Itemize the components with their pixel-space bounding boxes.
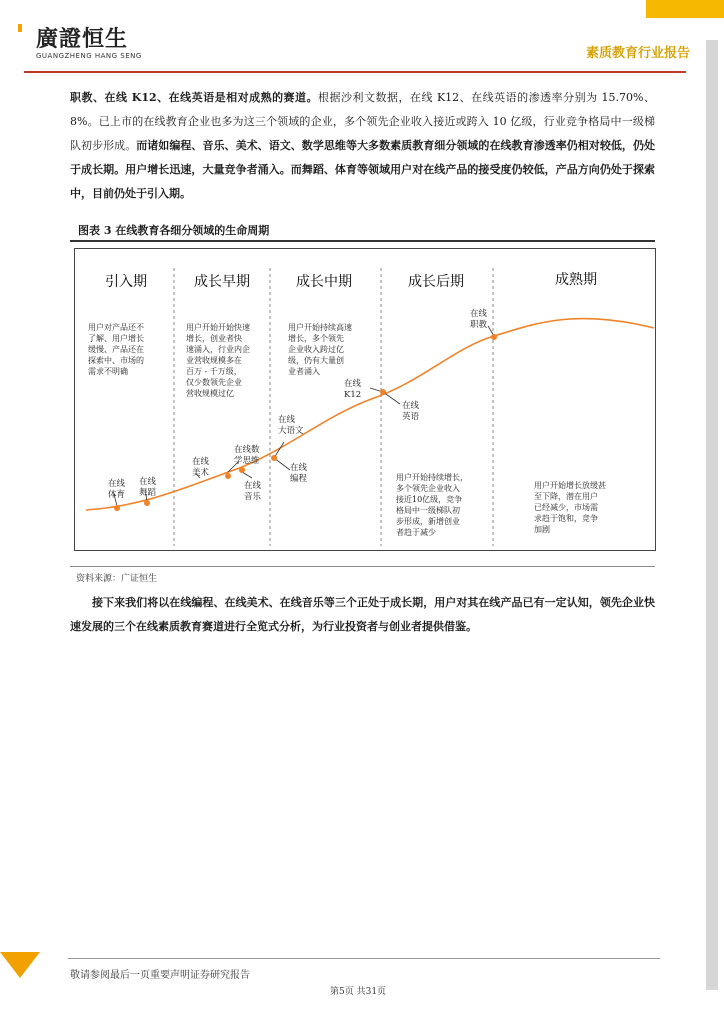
label-chinese: 在线大语文 (278, 415, 304, 436)
footer-divider (68, 958, 660, 959)
report-title: 素质教育行业报告 (585, 46, 690, 61)
desc-mid: 用户开始持续高速增长，多个领先企业收入跨过亿级，仍有大量创业者涌入 (288, 323, 352, 376)
page-number: 第5页 共31页 (330, 987, 387, 997)
header-divider (24, 71, 686, 73)
point-music (239, 467, 245, 473)
stage-mature-label: 成熟期 (555, 272, 597, 288)
point-art (225, 473, 231, 479)
label-k12: 在线 K12 (344, 379, 362, 400)
para1-bold-tail: 而诸如编程、音乐、美术、语文、数学思维等大多数素质教育细分领域的在线教育渗透率仍相对较低，仍处于成长期。用户增长迅速，大量竞争者涌入。而舞蹈、体育等领域用户对在线产品的接受度仍较低，产品方向仍处于探索中，目前仍处于引入期。 (70, 139, 656, 200)
figure-top-rule (70, 240, 655, 242)
desc-early: 用户开始开始快速增长，创业者快速涌入，行业内企业营收规模多在百万 - 千万级，仅少数领先企业营收规模过亿 (186, 323, 250, 398)
stage-mid-label: 成长中期 (296, 274, 352, 290)
label-art: 在线美术 (192, 457, 210, 478)
point-pe (114, 505, 120, 511)
figure-bottom-rule (70, 566, 655, 567)
point-vocational (491, 334, 497, 340)
para1-bold-lead: 职教、在线 K12、在线英语是相对成熟的赛道。 (70, 91, 319, 104)
desc-mature: 用户开始增长放缓甚至下降，潜在用户已经减少，市场需求趋于饱和，竞争加剧 (534, 481, 606, 534)
label-vocational: 在线职教 (470, 309, 488, 330)
lifecycle-diagram (74, 248, 656, 551)
paragraph-intro (70, 86, 655, 206)
top-accent-bar (646, 0, 724, 18)
label-math: 在线数学思维 (234, 445, 260, 466)
footer-corner-mark (0, 952, 40, 978)
point-k12 (380, 389, 386, 395)
stage-intro-label: 引入期 (105, 274, 147, 290)
para1-body: 根据沙利文数据，在线 K12、在线英语的渗透率分别为 15.70%、8%。已上市的在线教育企业也多为这三个领域的企业，多个领先企业收入接近或跨入 10 亿级，行业竞争格局中一级梯队初步形成。 (70, 91, 655, 152)
side-bar (706, 40, 718, 990)
footer-disclaimer: 敬请参阅最后一页重要声明证券研究报告 (70, 970, 250, 981)
point-dance (144, 500, 150, 506)
logo-subtitle: GUANGZHENG HANG SENG (36, 52, 142, 60)
label-dance: 在线舞蹈 (139, 477, 157, 498)
point-coding (271, 455, 277, 461)
stage-early-label: 成长早期 (194, 274, 250, 290)
logo-mark-icon (18, 24, 22, 32)
figure-title: 图表 3 在线教育各细分领域的生命周期 (78, 224, 270, 237)
label-english: 在线英语 (402, 401, 420, 422)
label-pe: 在线体育 (108, 479, 126, 500)
paragraph-conclusion: 接下来我们将以在线编程、在线美术、在线音乐等三个正处于成长期，用户对其在线产品已有一定认知，领先企业快速发展的三个在线素质教育赛道进行全览式分析，为行业投资者与创业者提供借鉴。 (70, 596, 655, 633)
stage-late-label: 成长后期 (408, 274, 464, 290)
desc-intro: 用户对产品还不了解、用户增长缓慢、产品还在探索中、市场的需求不明确 (88, 323, 144, 376)
label-coding: 在线编程 (290, 463, 308, 484)
figure-source: 资料来源：广证恒生 (76, 574, 158, 584)
desc-late: 用户开始持续增长，多个领先企业收入接近10亿级，竞争格局中一级梯队初步形成，新增创业者趋于减少 (396, 473, 468, 537)
logo-text: 廣證恒生 (36, 27, 129, 52)
label-music: 在线音乐 (244, 481, 262, 502)
